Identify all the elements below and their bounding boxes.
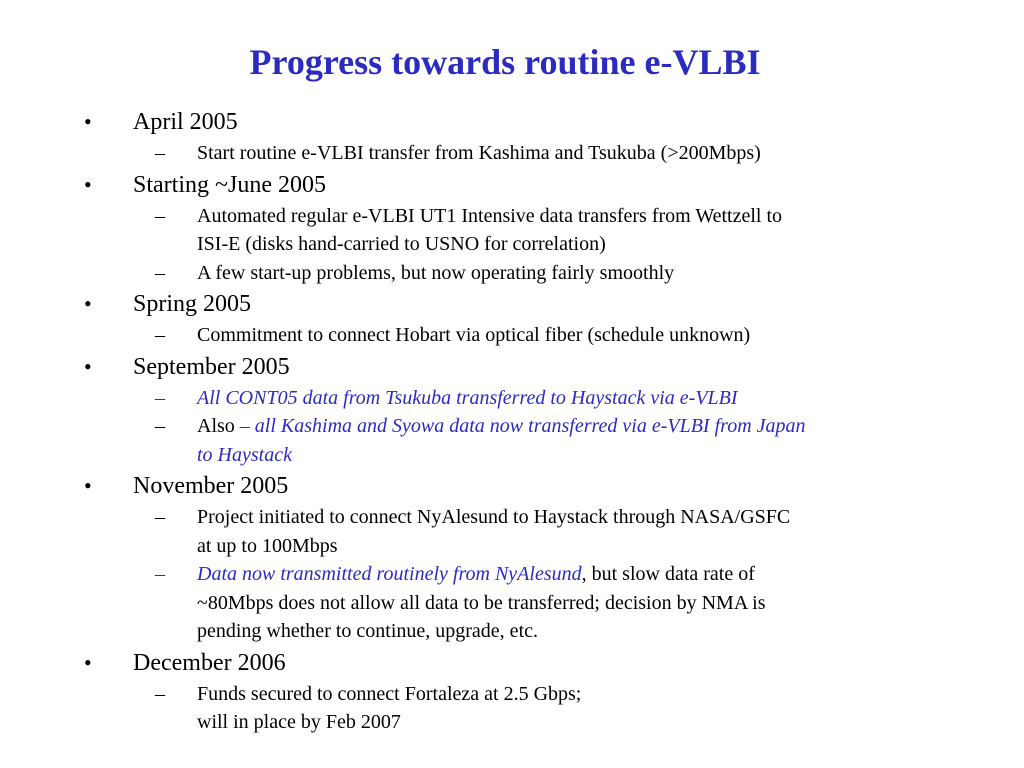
sub-item-text-line2: ISI-E (disks hand-carried to USNO for correlation) <box>197 233 606 255</box>
slide-title: Progress towards routine e-VLBI <box>249 42 761 82</box>
sub-item <box>0 680 1024 737</box>
sub-item-text-line2: at up to 100Mbps <box>197 534 338 557</box>
sub-item-text-line2: will in place by Feb 2007 <box>197 711 401 733</box>
bullet-heading: Starting ~June 2005 <box>133 171 326 198</box>
bullet-heading: April 2005 <box>133 109 238 135</box>
dash-icon: – <box>155 386 165 409</box>
bullet-dot-icon: • <box>84 473 92 498</box>
dash-icon: – <box>155 682 165 705</box>
sub-item-text: All CONT05 data from Tsukuba transferred to Haystack via e-VLBI <box>197 386 738 409</box>
dash-icon: – <box>155 142 165 164</box>
sub-item-text-line1: Funds secured to connect Fortaleza at 2.5 Gbps; <box>197 682 582 705</box>
bullet-heading: November 2005 <box>133 473 289 499</box>
sub-item-text: Commitment to connect Hobart via optical fiber (schedule unknown) <box>197 324 751 346</box>
sub-item-text: A few start-up problems, but now operating fairly smoothly <box>197 261 675 284</box>
sub-item-highlight: Data now transmitted routinely from NyAlesund <box>197 563 582 585</box>
sub-item <box>0 560 1024 646</box>
dash-icon: – <box>155 506 165 528</box>
bullet-list <box>0 105 1024 737</box>
sub-item-text-line2: ~80Mbps does not allow all data to be transferred; decision by NMA is <box>197 591 766 614</box>
sub-item-prefix: Also <box>197 415 240 437</box>
bullet-dot-icon: • <box>84 353 92 379</box>
sub-item <box>0 412 1024 469</box>
sub-item-text-line1: Project initiated to connect NyAlesund to Haystack through NASA/GSFC <box>197 506 791 528</box>
dash-icon: – <box>155 324 165 346</box>
sub-item <box>0 259 1024 288</box>
bullet-april-2005 <box>0 105 1024 139</box>
bullet-heading: September 2005 <box>133 353 290 380</box>
sub-item <box>0 139 1024 168</box>
bullet-dot-icon: • <box>84 109 92 134</box>
bullet-heading: December 2006 <box>133 649 286 676</box>
inline-dash: – <box>239 415 255 437</box>
sub-item-text-line3: pending whether to continue, upgrade, etc. <box>197 620 538 642</box>
bullet-june-2005 <box>0 168 1024 202</box>
sub-item-highlight-line1: all Kashima and Syowa data now transferred via e-VLBI from Japan <box>254 415 806 437</box>
bullet-spring-2005 <box>0 287 1024 321</box>
sub-item <box>0 321 1024 350</box>
dash-icon: – <box>155 204 165 227</box>
sub-item-text-rest: , but slow data rate of <box>581 563 755 585</box>
bullet-dot-icon: • <box>84 291 92 316</box>
sub-item-text: Start routine e-VLBI transfer from Kashima and Tsukuba (>200Mbps) <box>197 142 761 164</box>
bullet-heading: Spring 2005 <box>133 291 252 317</box>
sub-item-text-line1: Automated regular e-VLBI UT1 Intensive data transfers from Wettzell to <box>197 204 783 227</box>
dash-icon: – <box>155 261 165 284</box>
dash-icon: – <box>155 415 165 437</box>
sub-item-highlighted <box>0 384 1024 413</box>
bullet-september-2005 <box>0 350 1024 384</box>
bullet-dot-icon: • <box>84 171 92 197</box>
bullet-dot-icon: • <box>84 649 92 675</box>
dash-icon: – <box>155 563 165 585</box>
bullet-november-2005 <box>0 469 1024 503</box>
sub-item-highlight-line2: to Haystack <box>197 443 292 466</box>
bullet-december-2006 <box>0 646 1024 680</box>
sub-item <box>0 202 1024 259</box>
sub-item <box>0 503 1024 560</box>
